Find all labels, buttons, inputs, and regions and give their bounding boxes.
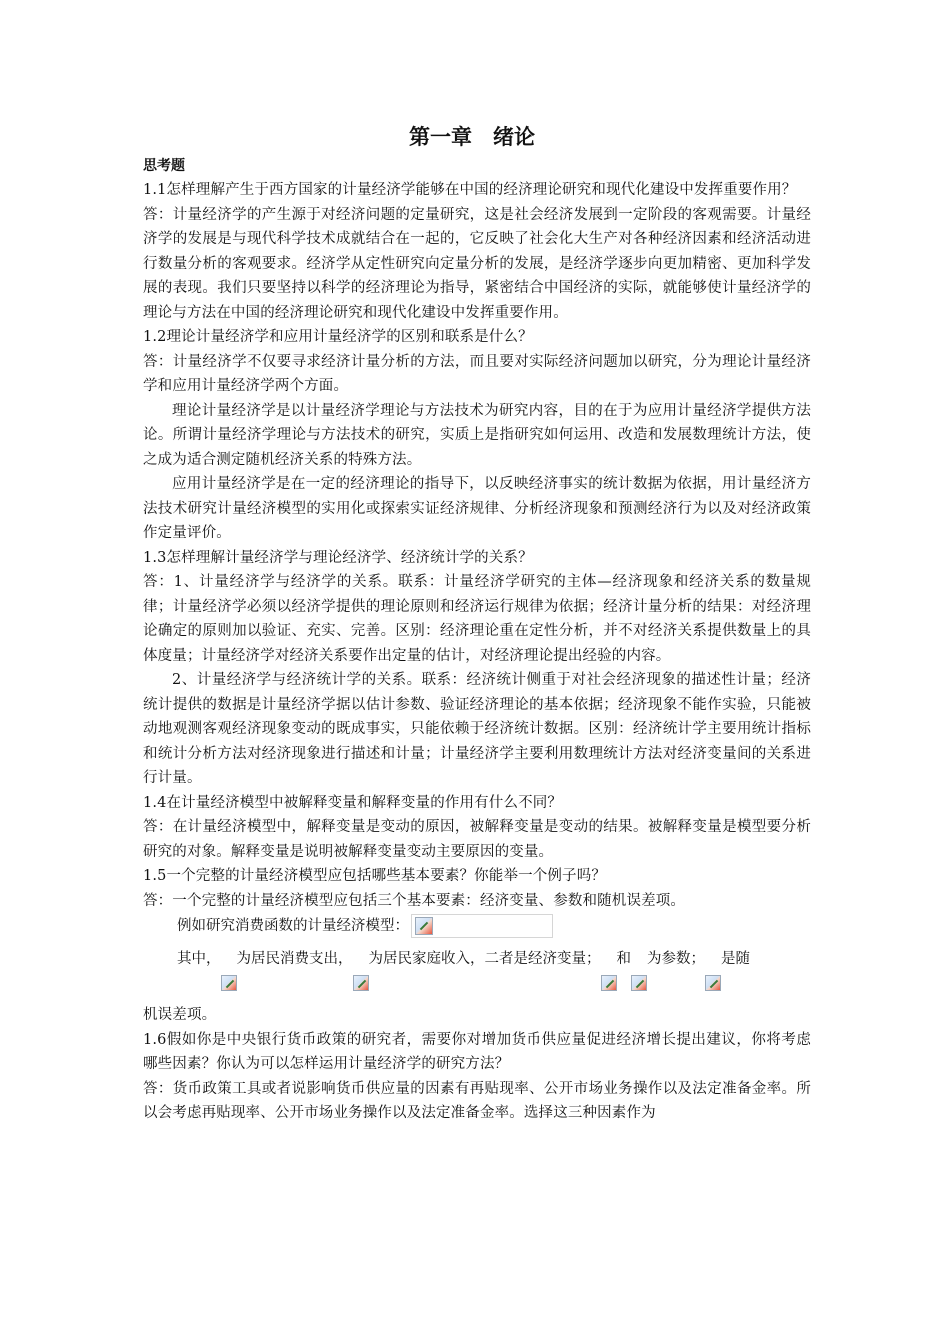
vars-text-2: 为居民家庭收入，二者是经济变量；	[368, 951, 601, 967]
vars-text-3: 和	[616, 951, 631, 967]
answer-1-5: 答：一个完整的计量经济模型应包括三个基本要素：经济变量、参数和随机误差项。	[143, 892, 686, 909]
vars-text-1: 为居民消费支出，	[236, 951, 353, 967]
question-1-6: 1.6假如你是中央银行货币政策的研究者，需要你对增加货币供应量促进经济增长提出建议，你将考虑哪些因素？你认为可以怎样运用计量经济学的研究方法？	[143, 1031, 811, 1072]
variable-x-image	[353, 959, 369, 995]
broken-image-icon	[221, 975, 237, 991]
parameter-1-image	[601, 959, 617, 995]
example-text: 例如研究消费函数的计量经济模型：	[177, 918, 409, 934]
parameter-2-image	[631, 959, 647, 995]
variables-line	[143, 943, 811, 1003]
broken-image-icon	[631, 975, 647, 991]
variable-y-image	[221, 959, 237, 995]
answer-1-2: 答：计量经济学不仅要寻求经济计量分析的方法，而且要对实际经济问题加以研究，分为理论计量经济学和应用计量经济学两个方面。	[143, 353, 811, 394]
answer-1-6: 答：货币政策工具或者说影响货币供应量的因素有再贴现率、公开市场业务操作以及法定准备金率。所以会考虑再贴现率、公开市场业务操作以及法定准备金率。选择这三种因素作为	[143, 1080, 811, 1121]
formula-image	[411, 914, 553, 938]
question-1-3: 1.3怎样理解计量经济学与理论经济学、经济统计学的关系？	[143, 549, 533, 566]
question-1-4: 1.4在计量经济模型中被解释变量和解释变量的作用有什么不同？	[143, 794, 563, 811]
chapter-title: 第一章 绪论	[409, 125, 535, 149]
answer-1-2-paragraph-2: 理论计量经济学是以计量经济学理论与方法技术为研究内容，目的在于为应用计量经济学提供方法论。所谓计量经济学理论与方法技术的研究，实质上是指研究如何运用、改造和发展数理统计方法，使之成为适合测定随机经济关系的特殊方法。	[143, 402, 811, 468]
question-1-2: 1.2理论计量经济学和应用计量经济学的区别和联系是什么？	[143, 329, 533, 345]
broken-image-icon	[353, 975, 369, 991]
vars-text-5: 是随	[721, 951, 750, 967]
section-heading: 思考题	[143, 158, 185, 174]
broken-image-icon	[601, 975, 617, 991]
error-term-image	[705, 959, 721, 995]
answer-1-3-paragraph-2: 2、计量经济学与经济统计学的关系。联系：经济统计侧重于对社会经济现象的描述性计量；经济统计提供的数据是计量经济学据以估计参数、验证经济理论的基本依据；经济现象不能作实验，只能被动地观测客观经济现象变动的既成事实，只能依赖于经济统计数据。区别：经济统计学主要用统计指标和统计分析方法对经济现象进行描述和计量；计量经济学主要利用数理统计方法对经济变量间的关系进行计量。	[143, 672, 811, 786]
broken-image-icon	[415, 917, 433, 935]
broken-image-icon	[705, 975, 721, 991]
answer-1-3: 答：1、计量经济学与经济学的关系。联系：计量经济学研究的主体—经济现象和经济关系的数量规律；计量经济学必须以经济学提供的理论原则和经济运行规律为依据；经济计量分析的结果：对经济理论确定的原则加以验证、充实、完善。区别：经济理论重在定性分析，并不对经济关系提供数量上的具体度量；计量经济学对经济关系要作出定量的估计，对经济理论提出经验的内容。	[143, 574, 811, 664]
vars-text-4: 为参数；	[647, 951, 705, 967]
vars-lead-text: 其中，	[177, 951, 221, 967]
answer-1-5-end: 机误差项。	[143, 1007, 217, 1023]
question-1-1: 1.1怎样理解产生于西方国家的计量经济学能够在中国的经济理论研究和现代化建设中发挥重要作用？	[143, 182, 797, 198]
answer-1-2-paragraph-3: 应用计量经济学是在一定的经济理论的指导下，以反映经济事实的统计数据为依据，用计量经济方法技术研究计量经济模型的实用化或探索实证经济规律、分析经济现象和预测经济行为以及对经济政策作定量评价。	[143, 476, 811, 541]
answer-1-1: 答：计量经济学的产生源于对经济问题的定量研究，这是社会经济发展到一定阶段的客观需要。计量经济学的发展是与现代科学技术成就结合在一起的，它反映了社会化大生产对各种经济因素和经济活动进行数量分析的客观要求。经济学从定性研究向定量分析的发展，是经济学逐步向更加精密、更加科学发展的表现。我们只要坚持以科学的经济理论为指导，紧密结合中国经济的实际，就能够使计量经济学的理论与方法在中国的经济理论研究和现代化建设中发挥重要作用。	[143, 206, 811, 321]
formula-example-line	[143, 913, 811, 943]
document-page	[143, 120, 811, 1126]
answer-1-4: 答：在计量经济模型中，解释变量是变动的原因，被解释变量是变动的结果。被解释变量是模型要分析研究的对象。解释变量是说明被解释变量变动主要原因的变量。	[143, 819, 811, 860]
question-1-5: 1.5一个完整的计量经济模型应包括哪些基本要素？你能举一个例子吗？	[143, 868, 607, 884]
